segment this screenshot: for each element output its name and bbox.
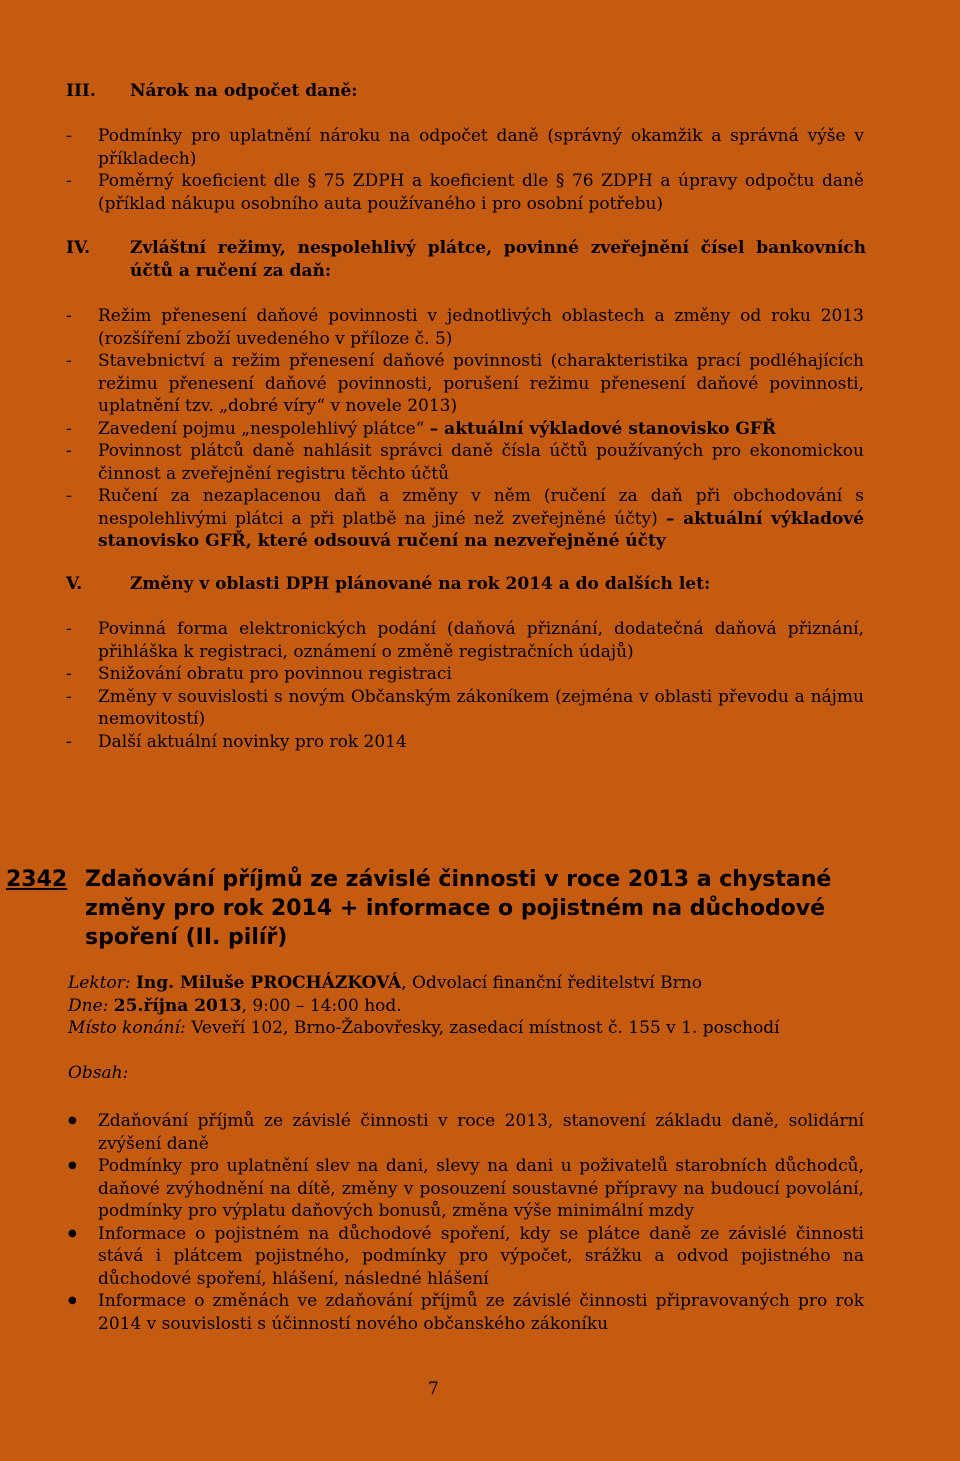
section-number: III. — [66, 81, 96, 101]
bullet-icon: ● — [68, 1115, 77, 1126]
date-time: , 9:00 – 14:00 hod. — [241, 996, 402, 1016]
bullet-icon: ● — [68, 1160, 77, 1171]
place-value: Veveří 102, Brno-Žabovřesky, zasedací místnost č. 155 v 1. poschodí — [191, 1018, 780, 1038]
section-number: V. — [66, 574, 83, 594]
list-item: - Snižování obratu pro povinnou registraci — [66, 664, 452, 684]
place-line — [68, 1017, 868, 1040]
list-item: ● Informace o změnách ve zdaňování příjmů ze závislé činnosti připravovaných pro rok 2014 v souvislosti s účinností nového občanského zákoníku — [68, 1291, 864, 1334]
section-list — [66, 125, 864, 215]
bullet-icon: ● — [68, 1295, 77, 1306]
list-item: ● Zdaňování příjmů ze závislé činnosti v roce 2013, stanovení základu daně, solidární zvýšení daně — [68, 1111, 864, 1154]
lecturer-line — [68, 972, 868, 995]
section-list — [66, 305, 864, 553]
bullet-icon: ● — [68, 1227, 77, 1239]
list-item: - Další aktuální novinky pro rok 2014 — [66, 731, 407, 752]
course-title: Zdaňování příjmů ze závislé činnosti v roce 2013 a chystané změny pro rok 2014 + informace o pojistném na důchodové spoření (II. pilíř) — [85, 867, 832, 950]
section-number: IV. — [66, 238, 91, 258]
place-label: Místo konání: — [68, 1018, 186, 1038]
list-item: - Stavebnictví a režim přenesení daňové povinnosti (charakteristika prací podléhajících režimu přenesení daňové povinnosti, porušení režimu přenesení daňové povinnosti, uplatnění tzv. „dobré víry“ v novele 2013) — [66, 351, 864, 416]
bold-note: – aktuální výkladové stanovisko GFŘ — [429, 418, 777, 439]
section-title: Zvláštní režimy, nespolehlivý plátce, povinné zveřejnění čísel bankovních účtů a ručení za daň: — [130, 238, 866, 281]
list-item: ● Informace o pojistném na důchodové spoření, kdy se plátce daně ze závislé činnosti stává i plátcem pojistného, podmínky pro výpočet, srážku a odvod pojistného na důchodové spoření, hlášení, následné hlášení — [68, 1223, 864, 1289]
date-line — [68, 995, 868, 1018]
list-item: - Režim přenesení daňové povinnosti v jednotlivých oblastech a změny od roku 2013 (rozšíření zboží uvedeného v příloze č. 5) — [66, 306, 864, 349]
bold-note: – aktuální výkladové stanovisko GFŘ, které odsouvá ručení na nezveřejněné účty — [98, 508, 864, 551]
list-item: - Změny v souvislosti s novým Občanským zákoníkem (zejména v oblasti převodu a nájmu nemovitostí) — [66, 686, 864, 729]
date-label: Dne: — [68, 996, 109, 1016]
lecturer-label: Lektor: — [68, 973, 131, 993]
list-item: ● Podmínky pro uplatnění slev na dani, slevy na dani u poživatelů starobních důchodců, daňové zvýhodnění na dítě, změny v posouzení soustavné přípravy na budoucí povolání, podmínky pro výplatu daňových bonusů, změna výše minimální mzdy — [68, 1156, 864, 1221]
list-item: - Ručení za nezaplacenou daň a změny v něm (ručení za daň při obchodování s nespolehlivými plátci a při platbě na jiné než zveřejněné účty) – aktuální výkladové stanovisko GFŘ, které odsouvá ručení na nezveřejněné účty — [66, 486, 864, 551]
page-number: 7 — [428, 1379, 439, 1399]
date-value: 25.října 2013 — [113, 996, 242, 1016]
lecturer-org: , Odvolací finanční ředitelství Brno — [401, 973, 702, 993]
contents-list — [66, 1110, 864, 1335]
contents-label: Obsah: — [68, 1063, 129, 1083]
course-number: 2342 — [6, 867, 68, 892]
list-item: - Povinná forma elektronických podání (daňová přiznání, dodatečná daňová přiznání, přihláška k registraci, oznámení o změně registračních údajů) — [66, 619, 864, 662]
list-item: - Poměrný koeficient dle § 75 ZDPH a koeficient dle § 76 ZDPH a úpravy odpočtu daně (příklad nákupu osobního auta používaného i pro osobní potřebu) — [66, 171, 864, 214]
section-list — [66, 618, 864, 753]
section-title: Změny v oblasti DPH plánované na rok 2014 a do dalších let: — [130, 574, 711, 594]
list-item: - Povinnost plátců daně nahlásit správci daně čísla účtů používaných pro ekonomickou činnost a zveřejnění registru těchto účtů — [66, 441, 864, 484]
lecturer-name: Ing. Miluše PROCHÁZKOVÁ — [135, 973, 402, 993]
list-item: - Podmínky pro uplatnění nároku na odpočet daně (správný okamžik a správná výše v příkladech) — [66, 126, 864, 169]
list-item: - Zavedení pojmu „nespolehlivý plátce“ – aktuální výkladové stanovisko GFŘ — [66, 418, 777, 439]
section-title: Nárok na odpočet daně: — [130, 81, 358, 101]
